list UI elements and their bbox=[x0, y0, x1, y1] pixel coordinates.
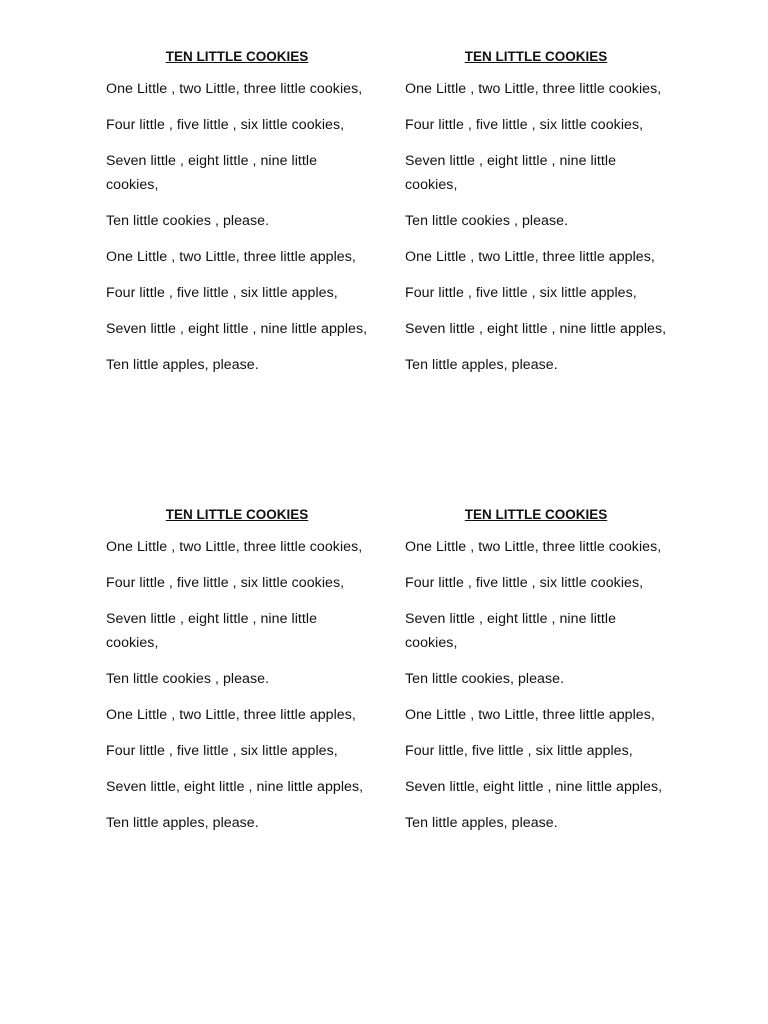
poem-line: Seven little , eight little , nine little apples, bbox=[405, 321, 667, 337]
poem-block-bottom-right bbox=[405, 507, 667, 847]
poem-line: Ten little apples, please. bbox=[106, 357, 259, 373]
poem-line: Four little , five little , six little cookies, bbox=[106, 575, 345, 591]
poem-title: TEN LITTLE COOKIES bbox=[165, 49, 309, 64]
poem-line: Ten little apples, please. bbox=[405, 815, 558, 831]
poem-line: Ten little apples, please. bbox=[106, 815, 259, 831]
poem-line: Ten little apples, please. bbox=[405, 357, 558, 373]
poem-line: Four little , five little , six little cookies, bbox=[405, 575, 644, 591]
poem-line: Seven little , eight little , nine little cookies, bbox=[106, 153, 318, 193]
poem-line: Seven little , eight little , nine little cookies, bbox=[405, 153, 617, 193]
poem-line: Ten little cookies, please. bbox=[405, 671, 565, 687]
poem-line: One Little , two Little, three little apples, bbox=[405, 707, 655, 723]
poem-line: Ten little cookies , please. bbox=[405, 213, 569, 229]
poem-line: Seven little , eight little , nine little cookies, bbox=[405, 611, 617, 651]
poem-line: Four little , five little , six little cookies, bbox=[106, 117, 345, 133]
poem-line: One Little , two Little, three little cookies, bbox=[405, 81, 662, 97]
poem-line: One Little , two Little, three little cookies, bbox=[106, 81, 363, 97]
poem-line: Seven little, eight little , nine little apples, bbox=[405, 779, 663, 795]
poem-line: Seven little , eight little , nine little apples, bbox=[106, 321, 368, 337]
poem-block-bottom-left bbox=[106, 507, 368, 847]
poem-line: Four little , five little , six little apples, bbox=[106, 743, 338, 759]
poem-line: Ten little cookies , please. bbox=[106, 213, 270, 229]
poem-line: Ten little cookies , please. bbox=[106, 671, 270, 687]
poem-title: TEN LITTLE COOKIES bbox=[165, 507, 309, 522]
poem-line: Four little, five little , six little apples, bbox=[405, 743, 633, 759]
poem-line: Seven little, eight little , nine little apples, bbox=[106, 779, 364, 795]
poem-line: Four little , five little , six little apples, bbox=[405, 285, 637, 301]
poem-line: Seven little , eight little , nine little cookies, bbox=[106, 611, 318, 651]
poem-title: TEN LITTLE COOKIES bbox=[464, 49, 608, 64]
poem-line: One Little , two Little, three little apples, bbox=[405, 249, 655, 265]
poem-title: TEN LITTLE COOKIES bbox=[464, 507, 608, 522]
poem-line: Four little , five little , six little cookies, bbox=[405, 117, 644, 133]
poem-block-top-right bbox=[405, 49, 667, 389]
poem-line: One Little , two Little, three little apples, bbox=[106, 249, 356, 265]
poem-line: Four little , five little , six little apples, bbox=[106, 285, 338, 301]
poem-line: One Little , two Little, three little cookies, bbox=[106, 539, 363, 555]
poem-line: One Little , two Little, three little cookies, bbox=[405, 539, 662, 555]
poem-block-top-left bbox=[106, 49, 368, 389]
poem-line: One Little , two Little, three little apples, bbox=[106, 707, 356, 723]
